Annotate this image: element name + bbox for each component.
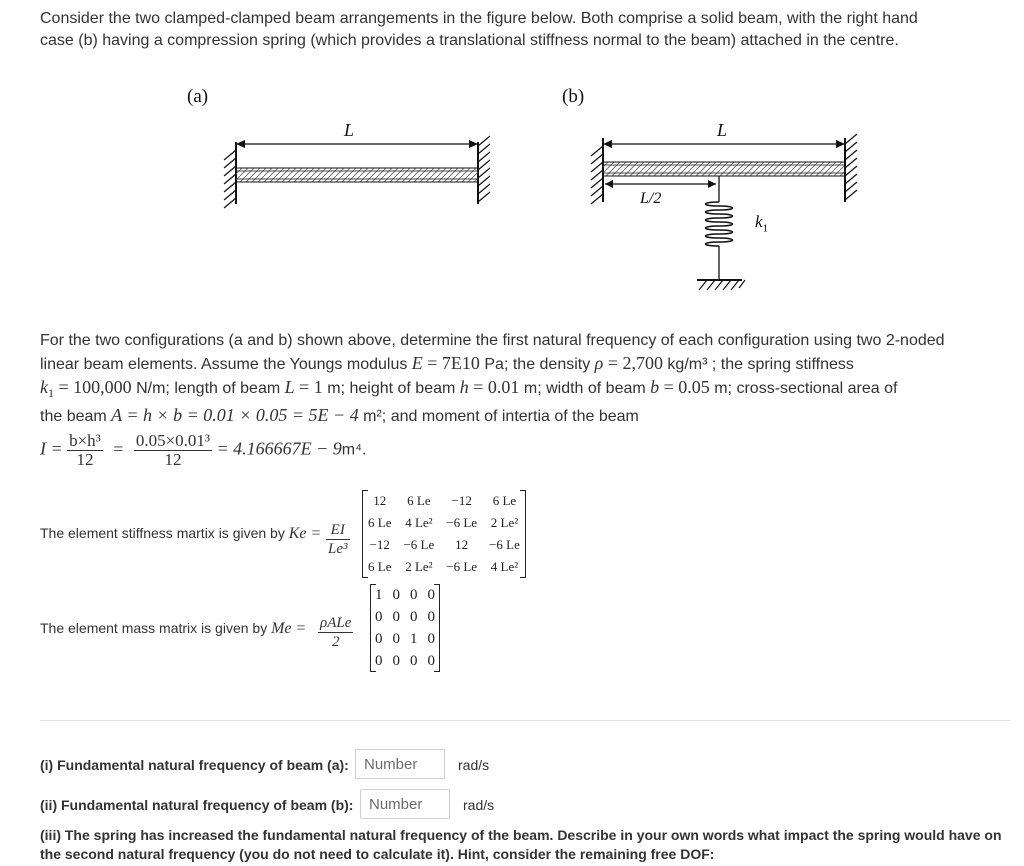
half-length-label: L/2 — [640, 190, 662, 207]
mass-matrix-cell: 0 — [410, 586, 418, 603]
mass-matrix-cell: 0 — [375, 608, 383, 625]
stiffness-matrix-cell: 6 Le — [407, 493, 431, 508]
answer-a-input[interactable] — [355, 749, 445, 779]
stiffness-matrix-cell: −12 — [369, 537, 390, 552]
mass-fraction: ρALe 2 — [320, 615, 352, 650]
beam-figure — [0, 80, 1024, 310]
question-3-text: (iii) The spring has increased the fundamental natural frequency of the beam. Describe in your own words what impact the spring would have on the second natural frequency (you do not need to calculate it). Hint, consider the remaining free DOF: — [40, 827, 1002, 862]
mass-matrix-cell: 0 — [427, 630, 435, 647]
mass-matrix-cell: 0 — [427, 608, 435, 625]
problem-paragraph — [40, 330, 1010, 469]
stiffness-matrix-cell: −6 Le — [489, 537, 520, 552]
section-divider — [40, 720, 1010, 721]
mass-matrix-cell: 0 — [410, 652, 418, 669]
stiffness-matrix-cell: 6 Le — [492, 493, 517, 508]
spring-stiffness-label: $k_1$ — [755, 212, 769, 235]
unit-a: rad/s — [458, 757, 490, 773]
stiffness-matrix-cell: 6 Le — [368, 515, 392, 530]
intro-line-2: case (b) having a compression spring (which provides a translational stiffness normal to the beam) attached in the centre. — [40, 32, 899, 49]
beam-diagram — [0, 80, 1024, 310]
mass-matrix-row — [370, 650, 440, 672]
mass-matrix-row — [370, 606, 440, 628]
stiffness-matrix-cell: −6 Le — [446, 515, 478, 530]
mass-matrix-row — [370, 584, 440, 606]
unit-b: rad/s — [463, 797, 495, 813]
answer-b-input[interactable] — [360, 789, 450, 819]
mass-label: The element mass matrix is given by Me = — [40, 620, 307, 637]
stiffness-matrix-cell: −6 Le — [446, 559, 478, 574]
beam-b — [591, 134, 857, 290]
stiffness-matrix-row — [362, 490, 526, 512]
mass-matrix-cell: 0 — [392, 608, 400, 625]
figure-label-a: (a) — [187, 86, 209, 107]
stiffness-matrix-cell: 4 Le² — [405, 515, 433, 530]
inertia-fraction-2: $\frac{\text{0.05×0.01³}}{12}$ — [135, 431, 211, 470]
question-1-label: (i) Fundamental natural frequency of beam (a): — [40, 757, 349, 773]
mass-matrix-cell: 0 — [410, 608, 418, 625]
problem-line-3: $k_1 = 100,000$ N/m; length of beam L = 1 m; height of beam h = 0.01 m; width of beam b = 0.05 m; cross-sectional area of — [40, 377, 898, 401]
stiffness-matrix-cell: 12 — [373, 493, 387, 508]
stiffness-matrix-cell: 12 — [455, 537, 469, 552]
mass-matrix-cell: 0 — [375, 652, 383, 669]
mass-matrix-cell: 0 — [427, 652, 435, 669]
stiffness-fraction: $\frac{EI}{\text{Le³}}$ — [328, 522, 348, 557]
stiffness-matrix-cell: −12 — [451, 493, 472, 508]
intro-line-1: Consider the two clamped-clamped beam arrangements in the figure below. Both comprise a solid beam, with the right hand — [40, 10, 918, 27]
stiffness-matrix-cell: 2 Le² — [405, 559, 433, 574]
mass-matrix-cell: 0 — [392, 652, 400, 669]
stiffness-matrix-cell: 2 Le² — [490, 515, 519, 530]
beam-a — [224, 136, 490, 208]
stiffness-matrix-cell: −6 Le — [403, 537, 435, 552]
stiffness-matrix-row — [362, 534, 526, 556]
figure-label-b: (b) — [562, 86, 585, 107]
mass-matrix-table — [370, 584, 440, 672]
inertia-fraction-1: $\frac{\text{b×h³}}{12}$ — [69, 431, 101, 470]
mass-matrix-row — [370, 628, 440, 650]
stiffness-matrix-row — [362, 512, 526, 534]
length-label-a: L — [344, 120, 355, 140]
moment-of-inertia-equation: I = $\frac{\text{b×h³}}{12}$ = $\frac{\text{0.05×0.01³}}{12}$ = 4.166667E − 9m⁴. — [40, 431, 367, 470]
mass-matrix-cell: 1 — [375, 586, 383, 603]
mass-matrix-cell: 0 — [392, 586, 400, 603]
problem-line-2: linear beam elements. Assume the Youngs modulus E = 7E10 Pa; the density ρ = 2,700 kg/m³ ; the spring stiffness — [40, 353, 854, 373]
length-label-b: L — [717, 120, 728, 140]
mass-matrix — [370, 584, 440, 672]
stiffness-matrix-table — [362, 490, 526, 578]
stiffness-matrix-cell: 4 Le² — [490, 559, 519, 574]
mass-matrix-cell: 0 — [375, 630, 383, 647]
mass-matrix-cell: 1 — [410, 630, 418, 647]
problem-line-1: For the two configurations (a and b) shown above, determine the first natural frequency of each configuration using two 2-noded — [40, 332, 945, 349]
stiffness-label: The element stiffness martix is given by Ke = — [40, 525, 322, 542]
mass-matrix-cell: 0 — [427, 586, 435, 603]
stiffness-matrix-row — [362, 556, 526, 578]
stiffness-matrix — [362, 490, 526, 578]
mass-matrix-cell: 0 — [392, 630, 400, 647]
stiffness-matrix-cell: 6 Le — [368, 559, 392, 574]
problem-line-4: the beam A = h × b = 0.01 × 0.05 = 5E − 4 m²; and moment of intertia of the beam — [40, 405, 639, 426]
question-2-label: (ii) Fundamental natural frequency of beam (b): — [40, 797, 354, 813]
intro-paragraph — [40, 8, 1010, 52]
